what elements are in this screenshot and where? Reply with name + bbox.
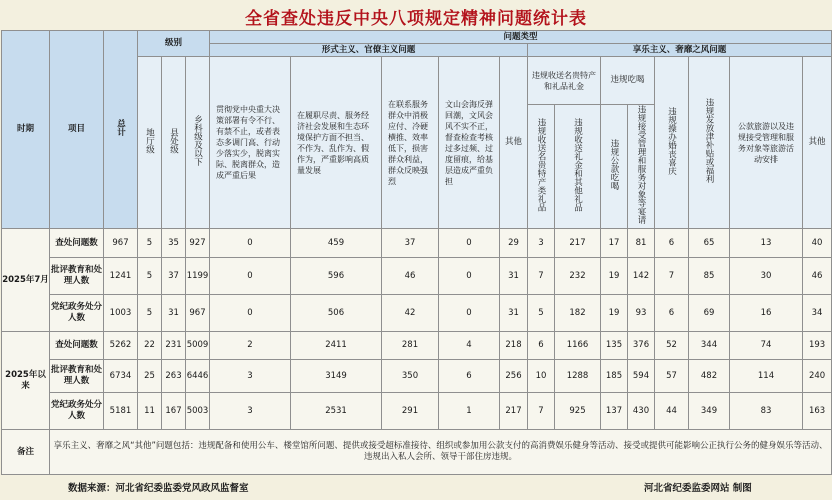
table-cell: 10 — [528, 360, 555, 393]
table-cell: 163 — [803, 393, 832, 430]
table-cell: 2531 — [291, 393, 382, 430]
table-cell: 927 — [186, 229, 210, 258]
table-cell: 3 — [528, 229, 555, 258]
data-rows — [2, 229, 832, 430]
page-title: 全省查处违反中央八项规定精神问题统计表 — [245, 9, 587, 29]
table-cell: 5 — [138, 229, 162, 258]
table-cell: 7 — [655, 258, 689, 295]
table-cell: 40 — [803, 229, 832, 258]
table-cell: 925 — [555, 393, 601, 430]
table-cell: 217 — [500, 393, 528, 430]
table-cell: 65 — [689, 229, 730, 258]
table-cell: 182 — [555, 295, 601, 332]
table-cell: 430 — [628, 393, 655, 430]
table-cell: 5181 — [104, 393, 138, 430]
table-cell: 137 — [601, 393, 628, 430]
table-cell: 3 — [210, 393, 291, 430]
table-cell: 594 — [628, 360, 655, 393]
table-cell: 193 — [803, 332, 832, 360]
header-travel: 公款旅游以及违规接受管理和服务对象等旅游活动安排 — [730, 57, 803, 229]
header-hedonism: 享乐主义、奢靡之风问题 — [528, 44, 832, 57]
table-cell: 6734 — [104, 360, 138, 393]
table-cell: 34 — [803, 295, 832, 332]
table-cell: 5 — [138, 295, 162, 332]
table-cell: 142 — [628, 258, 655, 295]
header-formalism-1: 贯彻党中央重大决策部署有令不行、有禁不止，或者表态多调门高、行动少落实少，脱离实际、脱离群众，造成严重后果 — [210, 57, 291, 229]
table-cell: 16 — [730, 295, 803, 332]
table-cell: 81 — [628, 229, 655, 258]
header-accept-banquet: 违规接受管理和服务对象等宴请 — [628, 105, 655, 229]
table-cell: 3 — [210, 360, 291, 393]
table-cell: 1003 — [104, 295, 138, 332]
table-cell: 6 — [655, 295, 689, 332]
table-cell: 1166 — [555, 332, 601, 360]
table-cell: 7 — [528, 393, 555, 430]
row-period: 2025年以来 — [2, 332, 50, 430]
table-cell: 5 — [528, 295, 555, 332]
table-cell: 0 — [439, 229, 500, 258]
table-cell: 35 — [162, 229, 186, 258]
header-formalism-4: 文山会海反弹回潮，文风会风不实不正，督查检查考核过多过频、过度留痕，给基层造成严重负担 — [439, 57, 500, 229]
row-item: 党纪政务处分人数 — [50, 295, 104, 332]
table-cell: 350 — [382, 360, 439, 393]
header-wedding-funeral: 违规操办婚丧喜庆 — [655, 57, 689, 229]
table-cell: 93 — [628, 295, 655, 332]
note-label: 备注 — [2, 430, 50, 475]
table-cell: 31 — [500, 258, 528, 295]
table-cell: 482 — [689, 360, 730, 393]
table-cell: 19 — [601, 258, 628, 295]
table-cell: 240 — [803, 360, 832, 393]
table-cell: 11 — [138, 393, 162, 430]
table-cell: 46 — [382, 258, 439, 295]
table-cell: 376 — [628, 332, 655, 360]
table-cell: 17 — [601, 229, 628, 258]
header-gift-cash: 违规收送礼金和其他礼品 — [555, 105, 601, 229]
table-cell: 5009 — [186, 332, 210, 360]
table-cell: 4 — [439, 332, 500, 360]
row-item: 批评教育和处理人数 — [50, 258, 104, 295]
table-cell: 185 — [601, 360, 628, 393]
table-cell: 69 — [689, 295, 730, 332]
table-cell: 22 — [138, 332, 162, 360]
table-row — [2, 332, 832, 360]
header-public-dining: 违规公款吃喝 — [601, 105, 628, 229]
table-cell: 83 — [730, 393, 803, 430]
table-row — [2, 393, 832, 430]
header-gift: 违规收送名贵特产和礼品礼金 — [528, 57, 601, 105]
row-item: 查处问题数 — [50, 332, 104, 360]
table-row — [2, 258, 832, 295]
table-cell: 29 — [500, 229, 528, 258]
table-cell: 46 — [803, 258, 832, 295]
header-level: 级别 — [138, 31, 210, 57]
table-cell: 42 — [382, 295, 439, 332]
header-period: 时期 — [2, 31, 50, 229]
table-cell: 344 — [689, 332, 730, 360]
table-cell: 0 — [210, 295, 291, 332]
table-row — [2, 295, 832, 332]
table-cell: 31 — [500, 295, 528, 332]
table-cell: 2411 — [291, 332, 382, 360]
table-cell: 135 — [601, 332, 628, 360]
header-total: 总计 — [104, 31, 138, 229]
table-cell: 0 — [210, 229, 291, 258]
table-cell: 6 — [439, 360, 500, 393]
table-cell: 19 — [601, 295, 628, 332]
table-cell: 263 — [162, 360, 186, 393]
table-cell: 25 — [138, 360, 162, 393]
table-cell: 0 — [210, 258, 291, 295]
header-allowance: 违规发放津补贴或福利 — [689, 57, 730, 229]
statistics-table — [1, 30, 832, 475]
table-cell: 967 — [186, 295, 210, 332]
table-cell: 30 — [730, 258, 803, 295]
header-problem-type: 问题类型 — [210, 31, 832, 44]
table-cell: 114 — [730, 360, 803, 393]
table-cell: 218 — [500, 332, 528, 360]
table-cell: 5 — [138, 258, 162, 295]
table-cell: 52 — [655, 332, 689, 360]
table-cell: 5262 — [104, 332, 138, 360]
table-cell: 1241 — [104, 258, 138, 295]
footer-source: 数据来源：河北省纪委监委党风政风监督室 — [68, 483, 249, 494]
table-cell: 85 — [689, 258, 730, 295]
table-cell: 506 — [291, 295, 382, 332]
table-cell: 232 — [555, 258, 601, 295]
table-cell: 37 — [382, 229, 439, 258]
table-cell: 6446 — [186, 360, 210, 393]
row-item: 党纪政务处分人数 — [50, 393, 104, 430]
table-cell: 74 — [730, 332, 803, 360]
header-formalism: 形式主义、官僚主义问题 — [210, 44, 528, 57]
table-cell: 596 — [291, 258, 382, 295]
header-formalism-3: 在联系服务群众中消极应付、冷硬横推、效率低下，损害群众利益，群众反映强烈 — [382, 57, 439, 229]
row-period: 2025年7月 — [2, 229, 50, 332]
table-cell: 256 — [500, 360, 528, 393]
table-cell: 44 — [655, 393, 689, 430]
table-cell: 967 — [104, 229, 138, 258]
table-cell: 459 — [291, 229, 382, 258]
table-cell: 217 — [555, 229, 601, 258]
table-cell: 167 — [162, 393, 186, 430]
table-cell: 3149 — [291, 360, 382, 393]
header-formalism-2: 在履职尽责、服务经济社会发展和生态环境保护方面不担当、不作为、乱作为、假作为，严重影响高质量发展 — [291, 57, 382, 229]
table-row — [2, 229, 832, 258]
table-cell: 1199 — [186, 258, 210, 295]
table-cell: 1288 — [555, 360, 601, 393]
table-cell: 1 — [439, 393, 500, 430]
table-cell: 6 — [655, 229, 689, 258]
table-cell: 37 — [162, 258, 186, 295]
table-cell: 57 — [655, 360, 689, 393]
table-cell: 31 — [162, 295, 186, 332]
table-cell: 349 — [689, 393, 730, 430]
row-item: 批评教育和处理人数 — [50, 360, 104, 393]
row-item: 查处问题数 — [50, 229, 104, 258]
table-cell: 13 — [730, 229, 803, 258]
footer-maker: 河北省纪委监委网站 制图 — [644, 483, 752, 494]
note-text: 享乐主义、奢靡之风“其他”问题包括：违规配备和使用公车、楼堂馆所问题、提供或接受超标准接待、组织或参加用公款支付的高消费娱乐健身等活动、接受或提供可能影响公正执行公务的健身娱乐等活动、违规出入私人会所、领导干部住房违规。 — [50, 430, 832, 475]
table-cell: 231 — [162, 332, 186, 360]
header-township-level: 乡科级及以下 — [186, 57, 210, 229]
table-cell: 5003 — [186, 393, 210, 430]
table-row — [2, 360, 832, 393]
header-county-level: 县处级 — [162, 57, 186, 229]
table-cell: 0 — [439, 258, 500, 295]
table-cell: 291 — [382, 393, 439, 430]
header-dept-level: 地厅级 — [138, 57, 162, 229]
table-cell: 2 — [210, 332, 291, 360]
table-cell: 281 — [382, 332, 439, 360]
table-cell: 6 — [528, 332, 555, 360]
header-formalism-other: 其他 — [500, 57, 528, 229]
table-cell: 0 — [439, 295, 500, 332]
header-dining: 违规吃喝 — [601, 57, 655, 105]
header-hedonism-other: 其他 — [803, 57, 832, 229]
header-gift-specialty: 违规收送名贵特产类礼品 — [528, 105, 555, 229]
header-item: 项目 — [50, 31, 104, 229]
table-cell: 7 — [528, 258, 555, 295]
